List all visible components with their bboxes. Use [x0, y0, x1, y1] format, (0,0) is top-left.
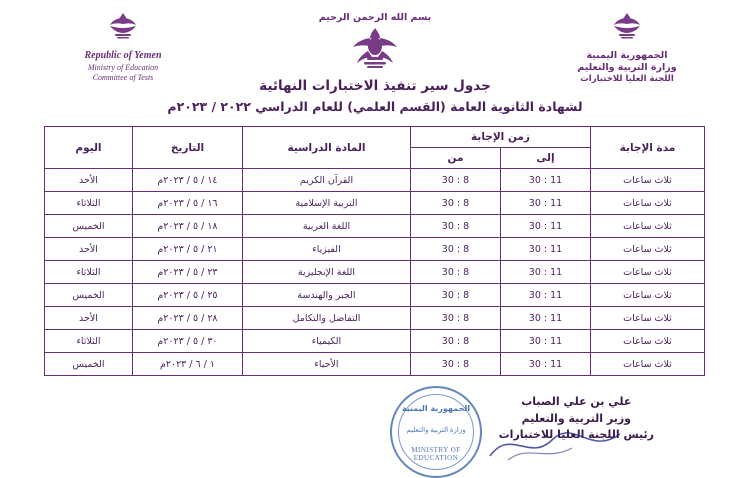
- header-right-line3: اللجنة العليا للاختبارات: [580, 73, 674, 84]
- header-left-line3: Committee of Tests: [92, 72, 154, 82]
- cell-duration: ثلاث ساعات: [591, 238, 705, 261]
- header-left-line2: Ministry of Education: [87, 62, 159, 72]
- cell-date: ١٤ / ٥ / ٢٠٢٣م: [132, 169, 242, 192]
- page-subtitle: لشهادة الثانوية العامة (القسم العلمي) للعام الدراسي ٢٠٢٢ / ٢٠٢٣م: [167, 98, 583, 114]
- cell-day: الأحد: [44, 307, 132, 330]
- header-center: [265, 10, 485, 70]
- cell-duration: ثلاث ساعات: [591, 307, 705, 330]
- cell-subject: الجبر والهندسة: [242, 284, 410, 307]
- cell-duration: ثلاث ساعات: [591, 169, 705, 192]
- cell-date: ١٦ / ٥ / ٢٠٢٣م: [132, 192, 242, 215]
- stamp-arabic-text: الجمهورية اليمنية: [401, 404, 471, 414]
- document-footer: [0, 392, 750, 464]
- table-row: [44, 192, 704, 215]
- cell-date: ٢٣ / ٥ / ٢٠٢٣م: [132, 261, 242, 284]
- cell-time-to: 11 : 30: [501, 330, 591, 353]
- cell-day: الخميس: [44, 215, 132, 238]
- th-date: التاريخ: [132, 127, 242, 169]
- header-right-arabic: [532, 10, 722, 84]
- official-stamp: [390, 386, 482, 478]
- table-header-row-1: [44, 127, 704, 148]
- cell-duration: ثلاث ساعات: [591, 353, 705, 376]
- signature-block: [499, 394, 654, 444]
- schedule-table-wrapper: [45, 126, 705, 376]
- th-time-from: من: [410, 148, 500, 169]
- cell-duration: ثلاث ساعات: [591, 192, 705, 215]
- cell-subject: التربية الإسلامية: [242, 192, 410, 215]
- table-body: [44, 169, 704, 376]
- table-row: [44, 353, 704, 376]
- cell-time-from: 8 : 30: [410, 284, 500, 307]
- table-row: [44, 284, 704, 307]
- cell-time-to: 11 : 30: [501, 284, 591, 307]
- table-header: [44, 127, 704, 169]
- cell-subject: الفيزياء: [242, 238, 410, 261]
- table-row: [44, 169, 704, 192]
- cell-subject: اللغة الإنجليزية: [242, 261, 410, 284]
- cell-day: الأحد: [44, 238, 132, 261]
- table-row: [44, 238, 704, 261]
- cell-day: الثلاثاء: [44, 261, 132, 284]
- cell-date: ١٨ / ٥ / ٢٠٢٣م: [132, 215, 242, 238]
- th-duration: مدة الإجابة: [591, 127, 705, 169]
- page-title: جدول سير تنفيذ الاختبارات النهائية: [259, 78, 491, 94]
- yemen-national-emblem-icon: [340, 26, 410, 70]
- header-left-english: [28, 10, 218, 83]
- cell-time-from: 8 : 30: [410, 215, 500, 238]
- cell-subject: التفاضل والتكامل: [242, 307, 410, 330]
- th-time-group: زمن الإجابة: [410, 127, 590, 148]
- th-time-to: إلى: [501, 148, 591, 169]
- cell-duration: ثلاث ساعات: [591, 215, 705, 238]
- cell-time-from: 8 : 30: [410, 330, 500, 353]
- cell-subject: القرآن الكريم: [242, 169, 410, 192]
- signer-name: علي بن علي الصباب: [521, 395, 632, 409]
- table-row: [44, 261, 704, 284]
- signer-role-secondary: رئيس اللجنة العليا للاختبارات: [498, 428, 654, 442]
- header-left-line1: Republic of Yemen: [84, 50, 162, 61]
- cell-date: ٣٠ / ٥ / ٢٠٢٣م: [132, 330, 242, 353]
- cell-day: الخميس: [44, 353, 132, 376]
- ministry-emblem-icon: [95, 10, 151, 50]
- basmala-text: بسم الله الرحمن الرحيم: [318, 12, 432, 23]
- cell-time-to: 11 : 30: [501, 215, 591, 238]
- cell-time-to: 11 : 30: [501, 169, 591, 192]
- cell-time-from: 8 : 30: [410, 192, 500, 215]
- table-row: [44, 307, 704, 330]
- cell-subject: الكيمياء: [242, 330, 410, 353]
- cell-duration: ثلاث ساعات: [591, 261, 705, 284]
- cell-subject: اللغة العربية: [242, 215, 410, 238]
- th-day: اليوم: [44, 127, 132, 169]
- cell-day: الثلاثاء: [44, 330, 132, 353]
- cell-date: ٢٥ / ٥ / ٢٠٢٣م: [132, 284, 242, 307]
- cell-date: ١ / ٦ / ٢٠٢٣م: [132, 353, 242, 376]
- cell-duration: ثلاث ساعات: [591, 330, 705, 353]
- header-right-line2: وزارة التربية والتعليم: [577, 61, 677, 73]
- signer-role: وزير التربية والتعليم: [521, 411, 631, 425]
- cell-subject: الأحياء: [242, 353, 410, 376]
- exam-schedule-table: [44, 126, 705, 376]
- stamp-middle-text: وزارة التربية والتعليم: [406, 426, 466, 435]
- document-header: [0, 0, 750, 84]
- cell-time-to: 11 : 30: [501, 261, 591, 284]
- cell-time-from: 8 : 30: [410, 169, 500, 192]
- cell-time-to: 11 : 30: [501, 192, 591, 215]
- cell-time-from: 8 : 30: [410, 353, 500, 376]
- stamp-english-text: MINISTRY OF EDUCATION: [411, 446, 461, 463]
- cell-time-from: 8 : 30: [410, 261, 500, 284]
- cell-date: ٢٨ / ٥ / ٢٠٢٣م: [132, 307, 242, 330]
- cell-time-from: 8 : 30: [410, 307, 500, 330]
- cell-date: ٢١ / ٥ / ٢٠٢٣م: [132, 238, 242, 261]
- header-right-line1: الجمهورية اليمنية: [586, 50, 668, 61]
- cell-day: الأحد: [44, 169, 132, 192]
- yemen-eagle-emblem-icon: [599, 10, 655, 50]
- table-row: [44, 330, 704, 353]
- table-row: [44, 215, 704, 238]
- cell-time-to: 11 : 30: [501, 307, 591, 330]
- cell-duration: ثلاث ساعات: [591, 284, 705, 307]
- cell-day: الثلاثاء: [44, 192, 132, 215]
- cell-time-from: 8 : 30: [410, 238, 500, 261]
- th-subject: المادة الدراسية: [242, 127, 410, 169]
- cell-time-to: 11 : 30: [501, 353, 591, 376]
- cell-time-to: 11 : 30: [501, 238, 591, 261]
- cell-day: الخميس: [44, 284, 132, 307]
